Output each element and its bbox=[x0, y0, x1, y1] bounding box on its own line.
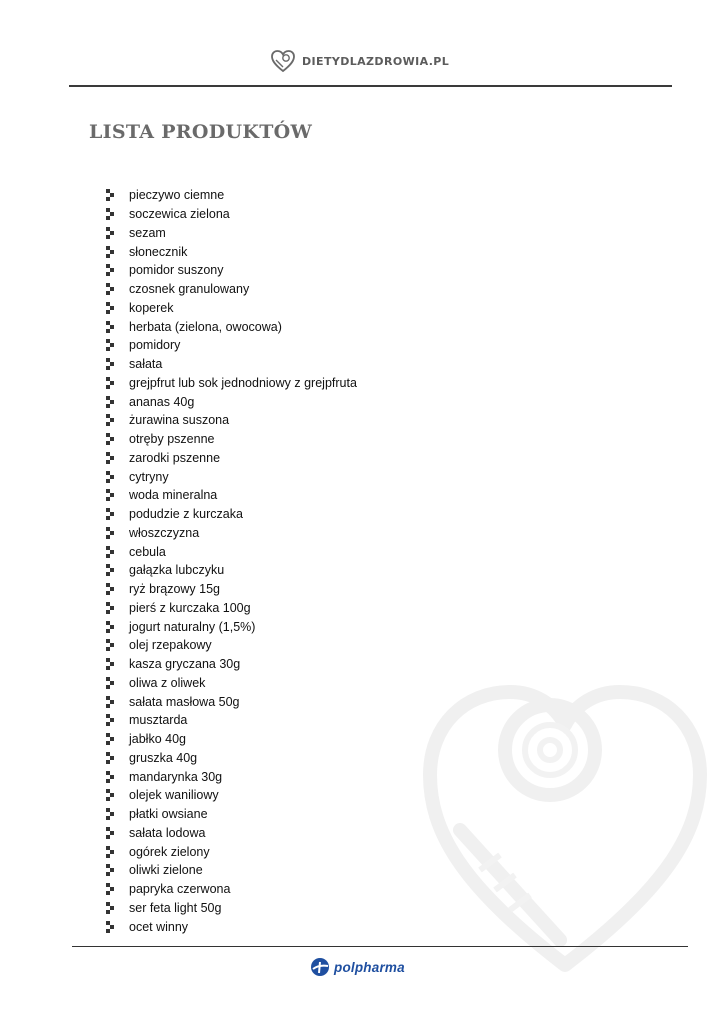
bullet-icon bbox=[106, 358, 116, 370]
list-item bbox=[106, 542, 357, 561]
bullet-icon bbox=[106, 789, 116, 801]
product-label: pomidory bbox=[129, 338, 181, 353]
bullet-icon bbox=[106, 771, 116, 783]
product-label: woda mineralna bbox=[129, 488, 218, 503]
list-item bbox=[106, 374, 357, 393]
bullet-icon bbox=[106, 471, 116, 483]
list-item bbox=[106, 430, 357, 449]
product-label: słonecznik bbox=[129, 244, 188, 259]
product-label: jogurt naturalny (1,5%) bbox=[129, 619, 256, 634]
list-item bbox=[106, 880, 357, 899]
product-label: olejek waniliowy bbox=[129, 788, 219, 803]
bullet-icon bbox=[106, 189, 116, 201]
list-item bbox=[106, 205, 357, 224]
product-label: musztarda bbox=[129, 713, 188, 728]
list-item bbox=[106, 861, 357, 880]
product-label: ser feta light 50g bbox=[129, 900, 222, 915]
list-item bbox=[106, 355, 357, 374]
product-label: jabłko 40g bbox=[129, 732, 186, 747]
bullet-icon bbox=[106, 696, 116, 708]
bullet-icon bbox=[106, 208, 116, 220]
list-item bbox=[106, 749, 357, 768]
bullet-icon bbox=[106, 452, 116, 464]
product-label: mandarynka 30g bbox=[129, 769, 223, 784]
list-item bbox=[106, 242, 357, 261]
product-label: ogórek zielony bbox=[129, 844, 210, 859]
list-item bbox=[106, 392, 357, 411]
bullet-icon bbox=[106, 752, 116, 764]
product-label: ananas 40g bbox=[129, 394, 195, 409]
bullet-icon bbox=[106, 621, 116, 633]
list-item bbox=[106, 786, 357, 805]
bullet-icon bbox=[106, 396, 116, 408]
bullet-icon bbox=[106, 564, 116, 576]
list-item bbox=[106, 224, 357, 243]
header-divider bbox=[69, 85, 672, 87]
product-label: żurawina suszona bbox=[129, 413, 230, 428]
bullet-icon bbox=[106, 846, 116, 858]
product-label: zarodki pszenne bbox=[129, 450, 221, 465]
list-item bbox=[106, 599, 357, 618]
list-item bbox=[106, 580, 357, 599]
heart-measuring-tape-icon bbox=[270, 48, 296, 74]
bullet-icon bbox=[106, 321, 116, 333]
product-label: ryż brązowy 15g bbox=[129, 582, 221, 597]
product-label: gałązka lubczyku bbox=[129, 563, 225, 578]
product-label: grejpfrut lub sok jednodniowy z grejpfruta bbox=[129, 375, 357, 390]
bullet-icon bbox=[106, 527, 116, 539]
product-label: ocet winny bbox=[129, 919, 189, 934]
bullet-icon bbox=[106, 658, 116, 670]
bullet-icon bbox=[106, 508, 116, 520]
bullet-icon bbox=[106, 808, 116, 820]
product-label: otręby pszenne bbox=[129, 432, 215, 447]
bullet-icon bbox=[106, 902, 116, 914]
bullet-icon bbox=[106, 414, 116, 426]
list-item bbox=[106, 674, 357, 693]
bullet-icon bbox=[106, 677, 116, 689]
list-item bbox=[106, 467, 357, 486]
bullet-icon bbox=[106, 864, 116, 876]
bullet-icon bbox=[106, 339, 116, 351]
bullet-icon bbox=[106, 639, 116, 651]
header-logo bbox=[270, 46, 449, 76]
list-item bbox=[106, 617, 357, 636]
list-item bbox=[106, 317, 357, 336]
product-label: sezam bbox=[129, 225, 166, 240]
list-item bbox=[106, 805, 357, 824]
header-brand-text: DIETYDLAZDROWIA.PL bbox=[302, 54, 450, 68]
list-item bbox=[106, 824, 357, 843]
polpharma-logo-icon bbox=[310, 957, 330, 977]
bullet-icon bbox=[106, 283, 116, 295]
list-item bbox=[106, 524, 357, 543]
list-item bbox=[106, 711, 357, 730]
list-item bbox=[106, 655, 357, 674]
product-label: kasza gryczana 30g bbox=[129, 657, 241, 672]
bullet-icon bbox=[106, 302, 116, 314]
list-item bbox=[106, 730, 357, 749]
product-label: cytryny bbox=[129, 469, 169, 484]
list-item bbox=[106, 767, 357, 786]
bullet-icon bbox=[106, 227, 116, 239]
product-label: oliwa z oliwek bbox=[129, 675, 206, 690]
list-item bbox=[106, 636, 357, 655]
list-item bbox=[106, 692, 357, 711]
list-item bbox=[106, 186, 357, 205]
product-label: papryka czerwona bbox=[129, 882, 231, 897]
bullet-icon bbox=[106, 827, 116, 839]
product-label: pomidor suszony bbox=[129, 263, 224, 278]
list-item bbox=[106, 486, 357, 505]
footer-divider bbox=[72, 946, 688, 947]
bullet-icon bbox=[106, 489, 116, 501]
page-title: LISTA PRODUKTÓW bbox=[89, 121, 313, 143]
list-item bbox=[106, 280, 357, 299]
bullet-icon bbox=[106, 714, 116, 726]
product-label: soczewica zielona bbox=[129, 207, 230, 222]
list-item bbox=[106, 411, 357, 430]
list-item bbox=[106, 917, 357, 936]
product-label: sałata lodowa bbox=[129, 825, 206, 840]
list-item bbox=[106, 561, 357, 580]
list-item bbox=[106, 299, 357, 318]
bullet-icon bbox=[106, 246, 116, 258]
product-label: herbata (zielona, owocowa) bbox=[129, 319, 282, 334]
bullet-icon bbox=[106, 583, 116, 595]
bullet-icon bbox=[106, 433, 116, 445]
bullet-icon bbox=[106, 921, 116, 933]
list-item bbox=[106, 336, 357, 355]
list-item bbox=[106, 842, 357, 861]
list-item bbox=[106, 449, 357, 468]
product-list bbox=[106, 186, 357, 936]
footer-brand-text: polpharma bbox=[334, 959, 405, 975]
product-label: cebula bbox=[129, 544, 166, 559]
product-label: włoszczyzna bbox=[129, 525, 200, 540]
product-label: pierś z kurczaka 100g bbox=[129, 600, 251, 615]
bullet-icon bbox=[106, 733, 116, 745]
bullet-icon bbox=[106, 883, 116, 895]
heart-watermark-icon bbox=[420, 680, 710, 980]
bullet-icon bbox=[106, 377, 116, 389]
product-label: sałata masłowa 50g bbox=[129, 694, 240, 709]
bullet-icon bbox=[106, 546, 116, 558]
product-label: pieczywo ciemne bbox=[129, 188, 225, 203]
bullet-icon bbox=[106, 264, 116, 276]
product-label: gruszka 40g bbox=[129, 750, 198, 765]
list-item bbox=[106, 261, 357, 280]
bullet-icon bbox=[106, 602, 116, 614]
list-item bbox=[106, 899, 357, 918]
product-label: czosnek granulowany bbox=[129, 282, 250, 297]
product-label: olej rzepakowy bbox=[129, 638, 212, 653]
product-label: sałata bbox=[129, 357, 163, 372]
product-label: koperek bbox=[129, 300, 174, 315]
footer-logo bbox=[310, 956, 405, 978]
product-label: podudzie z kurczaka bbox=[129, 507, 243, 522]
product-label: oliwki zielone bbox=[129, 863, 203, 878]
product-label: płatki owsiane bbox=[129, 807, 208, 822]
list-item bbox=[106, 505, 357, 524]
